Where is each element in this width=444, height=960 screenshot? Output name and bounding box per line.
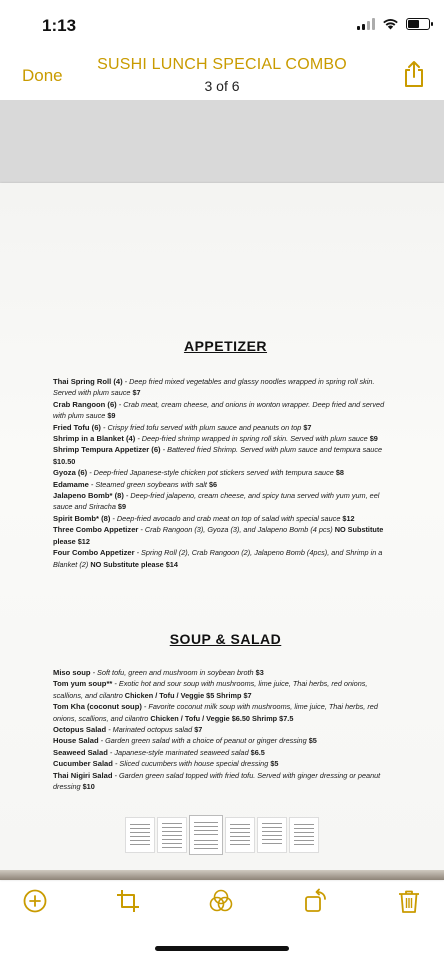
menu-item: Edamame - Steamed green soybeans with salt $6	[53, 479, 218, 489]
menu-item: Four Combo Appetizer - Spring Roll (2), Crab Rangoon (2), Jalapeno Bomb (4pcs), and Shrimp in a Blanket (2) NO Substitute please $14	[53, 548, 383, 569]
crop-icon[interactable]	[115, 888, 141, 914]
menu-item: Spirit Bomb* (8) - Deep-fried avocado and crab meat on top of salad with special sauce $12	[53, 513, 355, 523]
thumbnail[interactable]	[125, 817, 155, 853]
thumbnail[interactable]	[289, 817, 319, 853]
filters-icon[interactable]	[208, 888, 234, 914]
status-bar	[0, 0, 444, 50]
menu-item: Octopus Salad - Marinated octopus salad $7	[53, 725, 203, 735]
photo-viewer[interactable]	[0, 100, 444, 800]
cellular-signal-icon	[357, 18, 375, 30]
menu-item: House Salad - Garden green salad with a choice of peanut or ginger dressing $5	[53, 736, 317, 746]
thumbnail-selected[interactable]	[189, 815, 223, 855]
menu-item: Gyoza (6) - Deep-fried Japanese-style chicken pot stickers served with tempura sauce $8	[53, 468, 344, 478]
thumbnail[interactable]	[225, 817, 255, 853]
status-icons	[357, 18, 430, 30]
nav-bar	[0, 50, 444, 100]
wifi-icon	[382, 18, 399, 30]
menu-item: Thai Nigiri Salad - Garden green salad topped with fried tofu. Served with ginger dressing or peanut dressing $10	[53, 770, 381, 792]
menu-item: Thai Spring Roll (4) - Deep fried mixed vegetables and glassy noodles wrapped in spring roll skin. Served with plum sauce $7	[53, 377, 375, 398]
rotate-icon[interactable]	[303, 888, 329, 914]
thumbnail[interactable]	[257, 817, 287, 853]
menu-item: Crab Rangoon (6) - Crab meat, cream cheese, and onions in wonton wrapper. Deep fried and served with plum sauce $9	[53, 399, 385, 421]
menu-item: Seaweed Salad - Japanese-style marinated seaweed salad $6.5	[53, 747, 265, 757]
photo-counter: 3 of 6	[204, 78, 240, 94]
add-circle-icon[interactable]	[22, 888, 48, 914]
menu-item: Fried Tofu (6) - Crispy fried tofu served with plum sauce and peanuts on top $7	[53, 422, 312, 432]
menu-item: Shrimp in a Blanket (4) - Deep-fried shrimp wrapped in spring roll skin. Served with plum sauce $9	[53, 434, 378, 444]
share-icon[interactable]	[402, 60, 426, 88]
menu-photo[interactable]	[0, 183, 444, 880]
menu-item: Three Combo Appetizer - Crab Rangoon (3), Gyoza (3), and Jalapeno Bomb (4 pcs) NO Substitute please $12	[53, 525, 384, 546]
menu-item: Miso soup - Soft tofu, green and mushroom in soybean broth $3	[53, 668, 264, 677]
menu-item: Tom yum soup** - Exotic hot and sour soup with mushrooms, lime juice, Thai herbs, red onions, scallions, and cilantro Chicken / Tofu / Veggie $5 Shrimp $7	[53, 679, 368, 700]
status-time: 1:13	[42, 16, 77, 35]
appetizer-heading: APPETIZER	[183, 338, 268, 354]
appetizer-list	[53, 376, 398, 570]
photo-title: SUSHI LUNCH SPECIAL COMBO	[97, 56, 347, 73]
menu-item: Shrimp Tempura Appetizer (6) - Battered fried Shrimp. Served with plum sauce and tempura sauce $10.50	[53, 445, 383, 466]
menu-item: Tom Kha (coconut soup) - Favorite coconut milk soup with mushrooms, lime juice, Thai herbs, red onions, scallions, and cilantro Chicken / Tofu / Veggie $6.50 Shrimp $7.5	[53, 702, 378, 723]
edit-toolbar	[0, 870, 444, 930]
thumbnail-strip[interactable]	[0, 800, 444, 870]
trash-icon[interactable]	[396, 888, 422, 914]
done-button[interactable]: Done	[22, 66, 63, 85]
soup-salad-heading: SOUP & SALAD	[169, 631, 282, 647]
battery-icon	[406, 18, 430, 30]
home-indicator	[155, 946, 289, 951]
menu-item: Cucumber Salad - Sliced cucumbers with house special dressing $5	[53, 759, 279, 769]
menu-item: Jalapeno Bomb* (8) - Deep-fried jalapeno, cream cheese, and spicy tuna served with yum yum, eel sauce and Sriracha $9	[53, 491, 380, 512]
soup-salad-list	[53, 667, 398, 792]
thumbnail[interactable]	[157, 817, 187, 853]
